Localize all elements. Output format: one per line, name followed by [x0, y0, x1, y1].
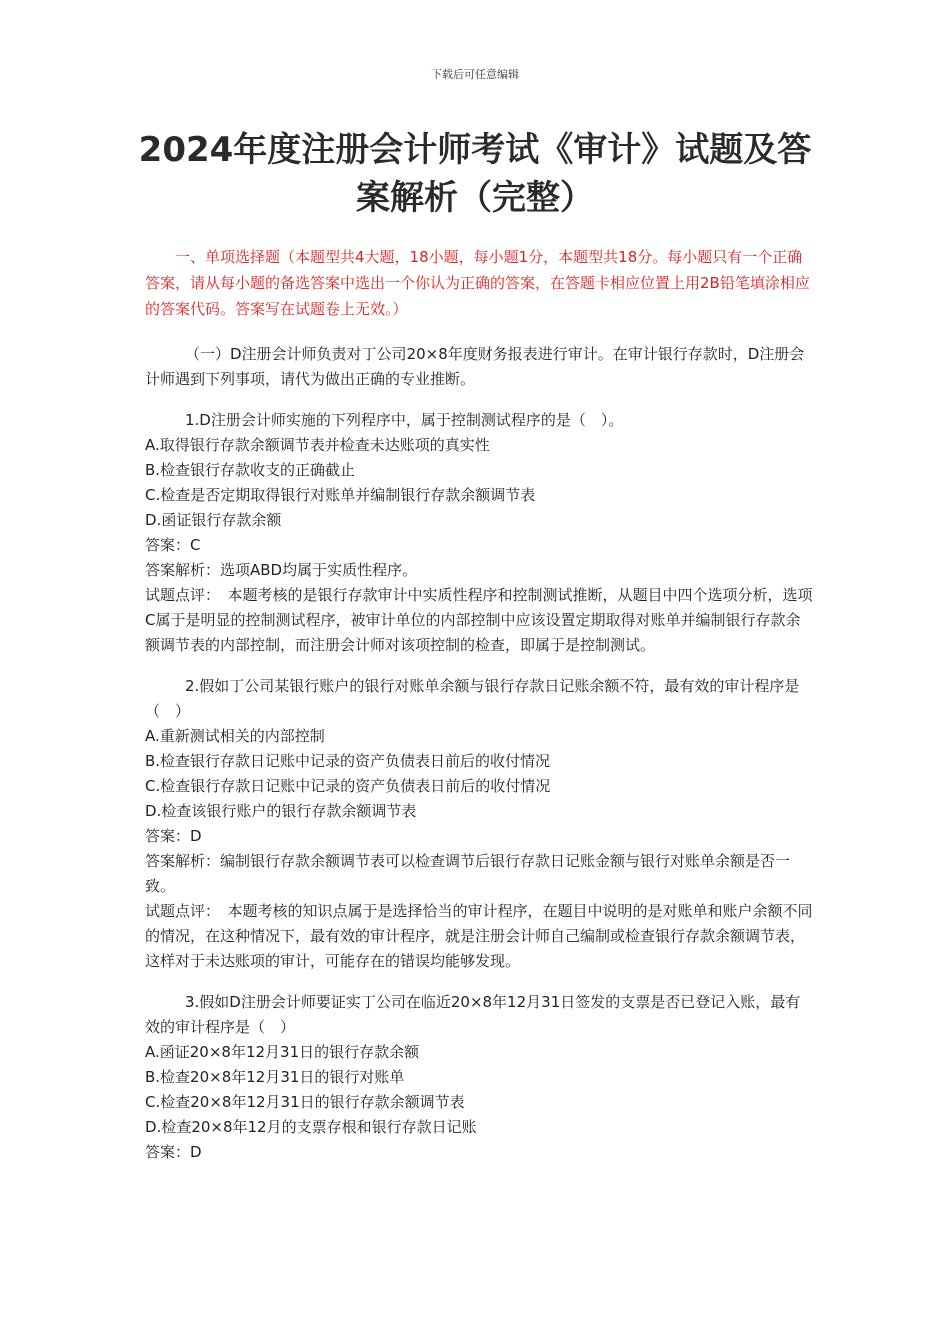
page-title: 2024年度注册会计师考试《审计》试题及答案解析（完整） [138, 130, 812, 218]
option-c: C.检查银行存款日记账中记录的资产负债表日前后的收付情况 [145, 777, 551, 795]
case-intro: （一）D注册会计师负责对丁公司20×8年度财务报表进行审计。在审计银行存款时，D注册会计师遇到下列事项，请代为做出正确的专业推断。 [145, 345, 805, 388]
document-body [145, 342, 815, 1165]
option-c: C.检查20×8年12月31日的银行存款余额调节表 [145, 1093, 465, 1111]
answer-analysis: 答案解析：编制银行存款余额调节表可以检查调节后银行存款日记账金额与银行对账单余额是否一致。 [145, 852, 791, 895]
section-instructions: 一、单项选择题（本题型共4大题，18小题，每小题1分，本题型共18分。每小题只有一个正确答案，请从每小题的备选答案中选出一个你认为正确的答案，在答题卡相应位置上用2B铅笔填涂相应的答案代码。答案写在试题卷上无效。） [145, 248, 810, 318]
option-d: D.检查20×8年12月的支票存根和银行存款日记账 [145, 1118, 477, 1136]
question-comment: 试题点评： 本题考核的是银行存款审计中实质性程序和控制测试推断，从题目中四个选项分析，选项C属于是明显的控制测试程序，被审计单位的内部控制中应该设置定期取得对账单并编制银行存款余额调节表的内部控制，而注册会计师对该项控制的检查，即属于是控制测试。 [145, 586, 813, 654]
question-stem: 1.D注册会计师实施的下列程序中，属于控制测试程序的是（ ）。 [185, 411, 624, 429]
option-b: B.检查银行存款收支的正确截止 [145, 461, 356, 479]
option-a: A.函证20×8年12月31日的银行存款余额 [145, 1043, 420, 1061]
option-b: B.检查20×8年12月31日的银行对账单 [145, 1068, 405, 1086]
question-block [145, 674, 815, 974]
answer: 答案：C [145, 536, 201, 554]
option-d: D.检查该银行账户的银行存款余额调节表 [145, 802, 417, 820]
question-block [145, 408, 815, 658]
question-comment: 试题点评： 本题考核的知识点属于是选择恰当的审计程序，在题目中说明的是对账单和账户余额不同的情况，在这种情况下，最有效的审计程序，就是注册会计师自己编制或检查银行存款余额调节表，这样对于未达账项的审计，可能存在的错误均能够发现。 [145, 902, 813, 970]
question-stem: 3.假如D注册会计师要证实丁公司在临近20×8年12月31日签发的支票是否已登记入账，最有效的审计程序是（ ） [145, 993, 801, 1036]
answer: 答案：D [145, 1143, 202, 1161]
option-b: B.检查银行存款日记账中记录的资产负债表日前后的收付情况 [145, 752, 551, 770]
answer: 答案：D [145, 827, 202, 845]
option-c: C.检查是否定期取得银行对账单并编制银行存款余额调节表 [145, 486, 536, 504]
question-stem: 2.假如丁公司某银行账户的银行对账单余额与银行存款日记账余额不符，最有效的审计程序是（ ） [145, 677, 800, 720]
question-block [145, 990, 815, 1165]
option-d: D.函证银行存款余额 [145, 511, 282, 529]
option-a: A.重新测试相关的内部控制 [145, 727, 325, 745]
answer-analysis: 答案解析：选项ABD均属于实质性程序。 [145, 561, 418, 579]
option-a: A.取得银行存款余额调节表并检查未达账项的真实性 [145, 436, 490, 454]
header-note: 下载后可任意编辑 [431, 68, 519, 81]
